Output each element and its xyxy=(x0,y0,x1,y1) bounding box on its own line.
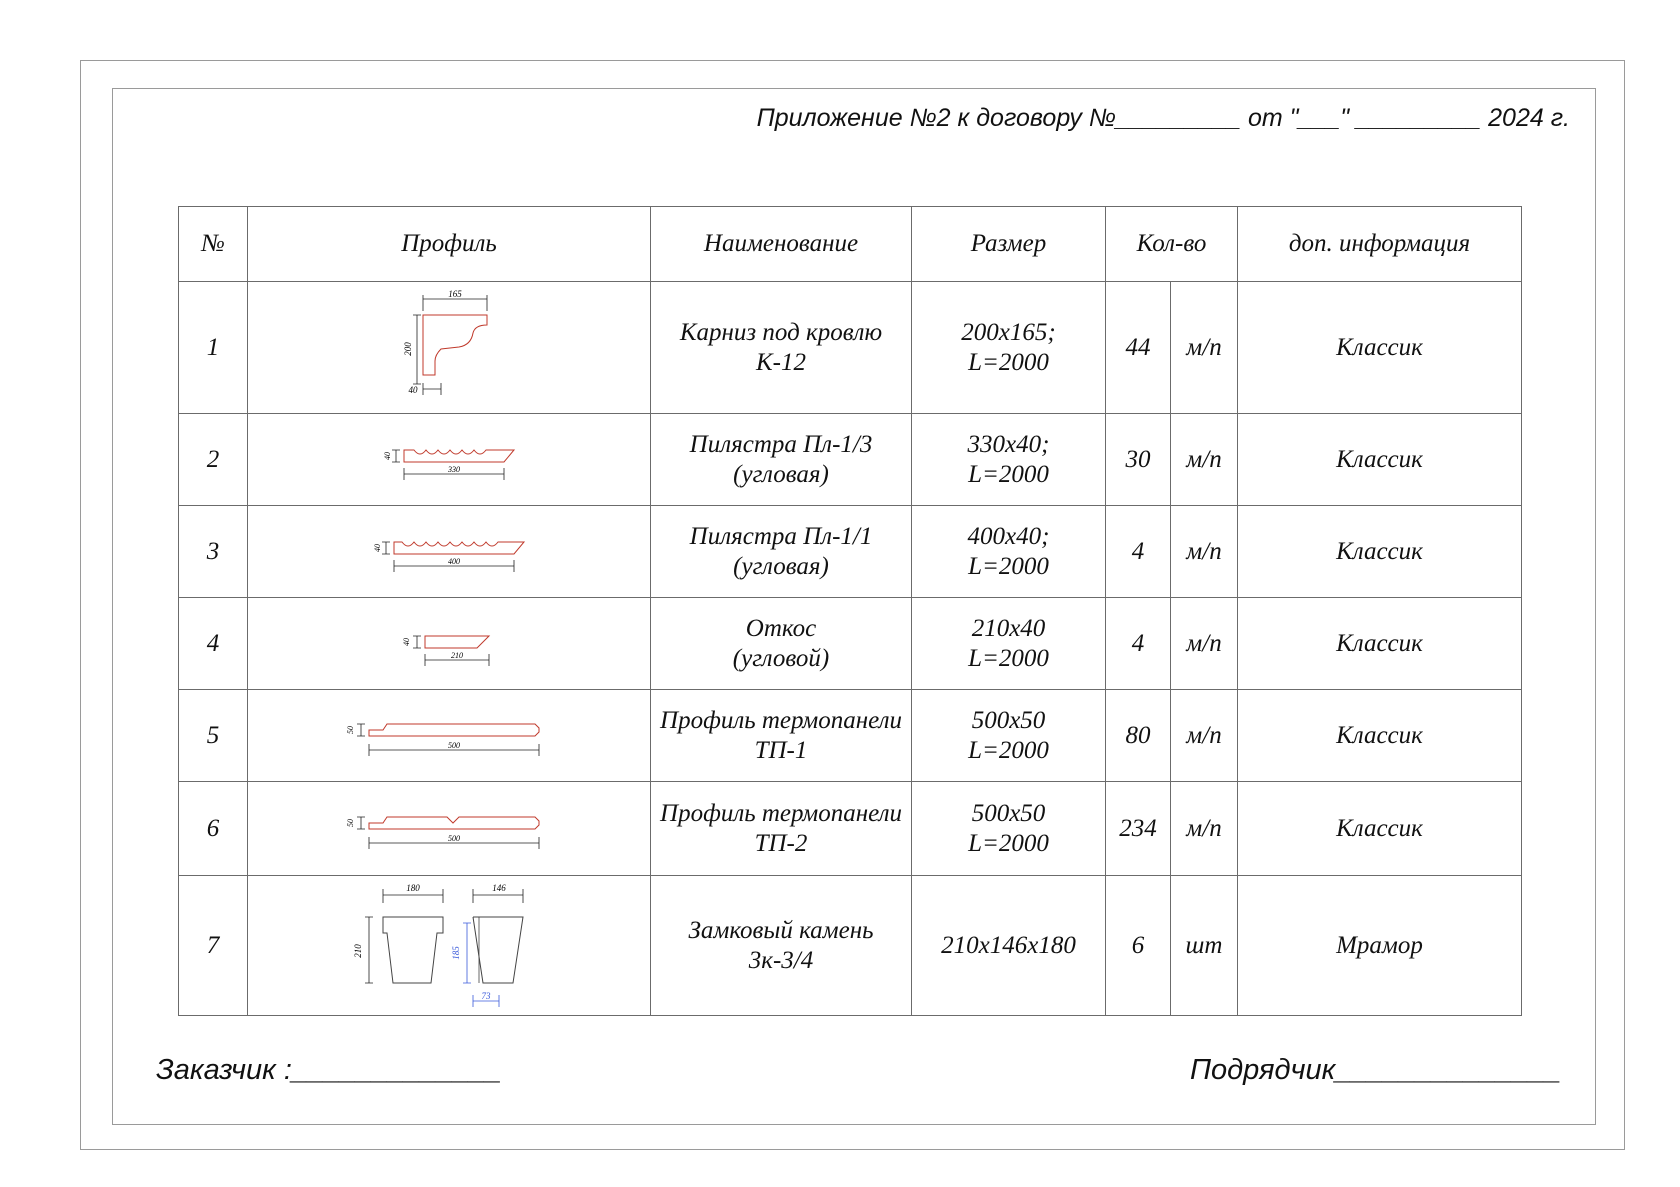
item-qty: 4 xyxy=(1106,598,1171,690)
dim-label: 40 xyxy=(402,637,411,646)
item-size: 210х146х180 xyxy=(912,876,1106,1016)
dim-label: 40 xyxy=(383,451,392,460)
table-row xyxy=(179,876,1522,1016)
table-row xyxy=(179,690,1522,782)
col-number-header: № xyxy=(179,207,248,282)
dim-label: 500 xyxy=(448,833,460,843)
thermopanel-profile-drawing xyxy=(339,799,559,859)
item-size: 500х50 L=2000 xyxy=(912,690,1106,782)
item-unit: м/п xyxy=(1171,506,1238,598)
contractor-signature-line: Подрядчик______________ xyxy=(1190,1054,1562,1086)
dim-label: 40 xyxy=(408,384,418,395)
dim-label: 180 xyxy=(406,882,420,893)
dim-label: 165 xyxy=(448,288,462,299)
item-name: Карниз под кровлю К-12 xyxy=(651,282,912,414)
item-unit: шт xyxy=(1171,876,1238,1016)
item-info: Мрамор xyxy=(1238,876,1522,1016)
dim-label: 210 xyxy=(353,943,363,958)
dim-label: 500 xyxy=(448,740,460,750)
item-unit: м/п xyxy=(1171,414,1238,506)
item-size: 500х50 L=2000 xyxy=(912,782,1106,876)
item-qty: 234 xyxy=(1106,782,1171,876)
profile-cell xyxy=(248,598,651,690)
profile-cell xyxy=(248,282,651,414)
table-row xyxy=(179,782,1522,876)
dim-label: 50 xyxy=(346,818,355,827)
item-info: Классик xyxy=(1238,506,1522,598)
row-number: 6 xyxy=(179,782,248,876)
dim-label: 73 xyxy=(481,990,491,1001)
item-qty: 44 xyxy=(1106,282,1171,414)
item-name: Профиль термопанели ТП-2 xyxy=(651,782,912,876)
specification-table xyxy=(178,206,1522,1016)
table-row xyxy=(179,282,1522,414)
dim-label: 210 xyxy=(451,650,463,660)
dim-label: 50 xyxy=(346,725,355,734)
table-row xyxy=(179,506,1522,598)
item-size: 330х40; L=2000 xyxy=(912,414,1106,506)
dim-label: 330 xyxy=(448,464,460,474)
item-info: Классик xyxy=(1238,690,1522,782)
dim-label: 200 xyxy=(403,341,413,356)
item-name: Откос (угловой) xyxy=(651,598,912,690)
row-number: 2 xyxy=(179,414,248,506)
row-number: 3 xyxy=(179,506,248,598)
profile-cell xyxy=(248,690,651,782)
row-number: 1 xyxy=(179,282,248,414)
dim-label: 185 xyxy=(451,945,461,960)
dim-label: 40 xyxy=(373,543,382,552)
profile-cell xyxy=(248,506,651,598)
item-size: 200х165; L=2000 xyxy=(912,282,1106,414)
thermopanel-profile-drawing xyxy=(339,706,559,766)
profile-cell xyxy=(248,876,651,1016)
table-row xyxy=(179,414,1522,506)
item-qty: 30 xyxy=(1106,414,1171,506)
item-size: 210х40 L=2000 xyxy=(912,598,1106,690)
dim-label: 146 xyxy=(492,882,506,893)
item-name: Замковый камень 3к-3/4 xyxy=(651,876,912,1016)
item-unit: м/п xyxy=(1171,598,1238,690)
table-row xyxy=(179,598,1522,690)
col-size-header: Размер xyxy=(912,207,1106,282)
item-name: Пилястра Пл-1/3 (угловая) xyxy=(651,414,912,506)
row-number: 4 xyxy=(179,598,248,690)
item-info: Классик xyxy=(1238,598,1522,690)
item-qty: 80 xyxy=(1106,690,1171,782)
slope-profile-drawing xyxy=(389,614,509,674)
profile-cell xyxy=(248,782,651,876)
cornice-profile-drawing xyxy=(389,287,509,409)
item-info: Классик xyxy=(1238,782,1522,876)
table-header-row xyxy=(179,207,1522,282)
pilaster-profile-drawing xyxy=(354,522,544,582)
col-qty-header: Кол-во xyxy=(1106,207,1238,282)
item-name: Профиль термопанели ТП-1 xyxy=(651,690,912,782)
item-info: Классик xyxy=(1238,414,1522,506)
document-header: Приложение №2 к договору №_________ от "___" _________ 2024 г. xyxy=(756,104,1570,132)
row-number: 5 xyxy=(179,690,248,782)
item-name: Пилястра Пл-1/1 (угловая) xyxy=(651,506,912,598)
profile-cell xyxy=(248,414,651,506)
col-info-header: доп. информация xyxy=(1238,207,1522,282)
item-info: Классик xyxy=(1238,282,1522,414)
item-qty: 4 xyxy=(1106,506,1171,598)
dim-label: 400 xyxy=(448,556,460,566)
item-unit: м/п xyxy=(1171,282,1238,414)
item-unit: м/п xyxy=(1171,782,1238,876)
col-name-header: Наименование xyxy=(651,207,912,282)
item-qty: 6 xyxy=(1106,876,1171,1016)
col-profile-header: Профиль xyxy=(248,207,651,282)
keystone-drawing xyxy=(339,879,559,1013)
item-unit: м/п xyxy=(1171,690,1238,782)
item-size: 400х40; L=2000 xyxy=(912,506,1106,598)
customer-signature-line: Заказчик :_____________ xyxy=(156,1054,502,1086)
pilaster-profile-drawing xyxy=(364,430,534,490)
row-number: 7 xyxy=(179,876,248,1016)
